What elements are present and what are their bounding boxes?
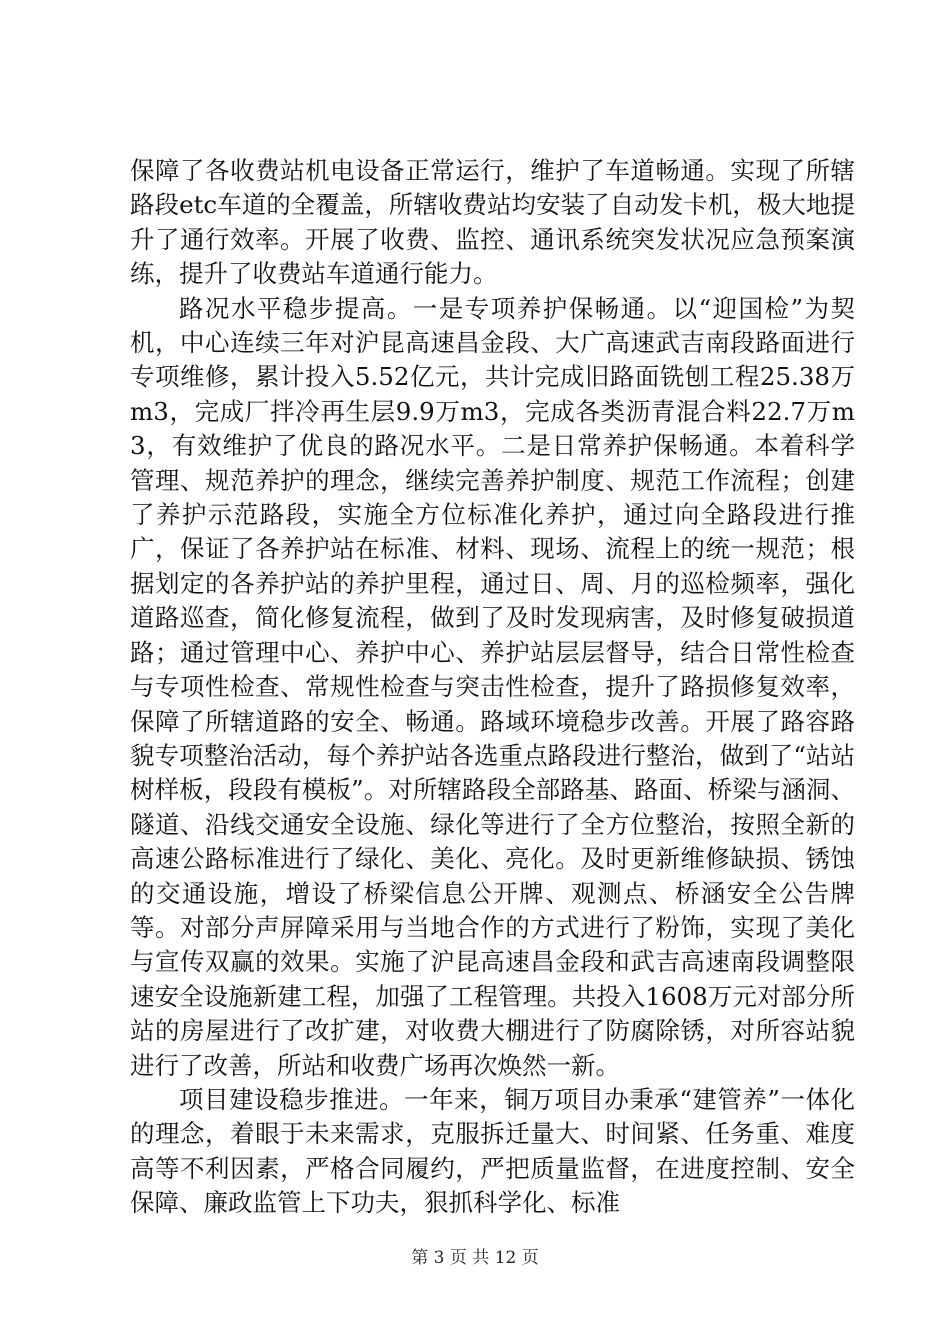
document-body [130, 154, 855, 1221]
paragraph-road-condition: 路况水平稳步提高。一是专项养护保畅通。以“迎国检”为契机，中心连续三年对沪昆高速昌金段、大广高速武吉南段路面进行专项维修，累计投入5.52亿元，共计完成旧路面铣刨工程25.38万m3，完成厂拌冷再生层9.9万m3，完成各类沥青混合料22.7万m3，有效维护了优良的路况水平。二是日常养护保畅通。本着科学管理、规范养护的理念，继续完善养护制度、规范工作流程；创建了养护示范路段，实施全方位标准化养护，通过向全路段进行推广，保证了各养护站在标准、材料、现场、流程上的统一规范；根据划定的各养护站的养护里程，通过日、周、月的巡检频率，强化道路巡查，简化修复流程，做到了及时发现病害，及时修复破损道路；通过管理中心、养护中心、养护站层层督导，结合日常性检查与专项性检查、常规性检查与突击性检查，提升了路损修复效率，保障了所辖道路的安全、畅通。路域环境稳步改善。开展了路容路貌专项整治活动，每个养护站各选重点路段进行整治，做到了“站站树样板，段段有模板”。对所辖路段全部路基、路面、桥梁与涵洞、隧道、沿线交通安全设施、绿化等进行了全方位整治，按照全新的高速公路标准进行了绿化、美化、亮化。及时更新维修缺损、锈蚀的交通设施，增设了桥梁信息公开牌、观测点、桥涵安全公告牌等。对部分声屏障采用与当地合作的方式进行了粉饰，实现了美化与宣传双赢的效果。实施了沪昆高速昌金段和武吉高速南段调整限速安全设施新建工程，加强了工程管理。共投入1608万元对部分所站的房屋进行了改扩建，对收费大棚进行了防腐除锈，对所容站貌进行了改善，所站和收费广场再次焕然一新。 [130, 293, 855, 1080]
page-footer: 第 3 页 共 12 页 [411, 1248, 539, 1268]
paragraph-project-construction: 项目建设稳步推进。一年来，铜万项目办秉承“建管养”一体化的理念，着眼于未来需求，克服拆迁量大、时间紧、任务重、难度高等不利因素，严格合同履约，严把质量监督，在进度控制、安全保障、廉政监管上下功夫，狠抓科学化、标准 [130, 1084, 855, 1218]
paragraph-equipment-operation: 保障了各收费站机电设备正常运行，维护了车道畅通。实现了所辖路段etc车道的全覆盖，所辖收费站均安装了自动发卡机，极大地提升了通行效率。开展了收费、监控、通讯系统突发状况应急预案演练，提升了收费站车道通行能力。 [130, 156, 855, 289]
